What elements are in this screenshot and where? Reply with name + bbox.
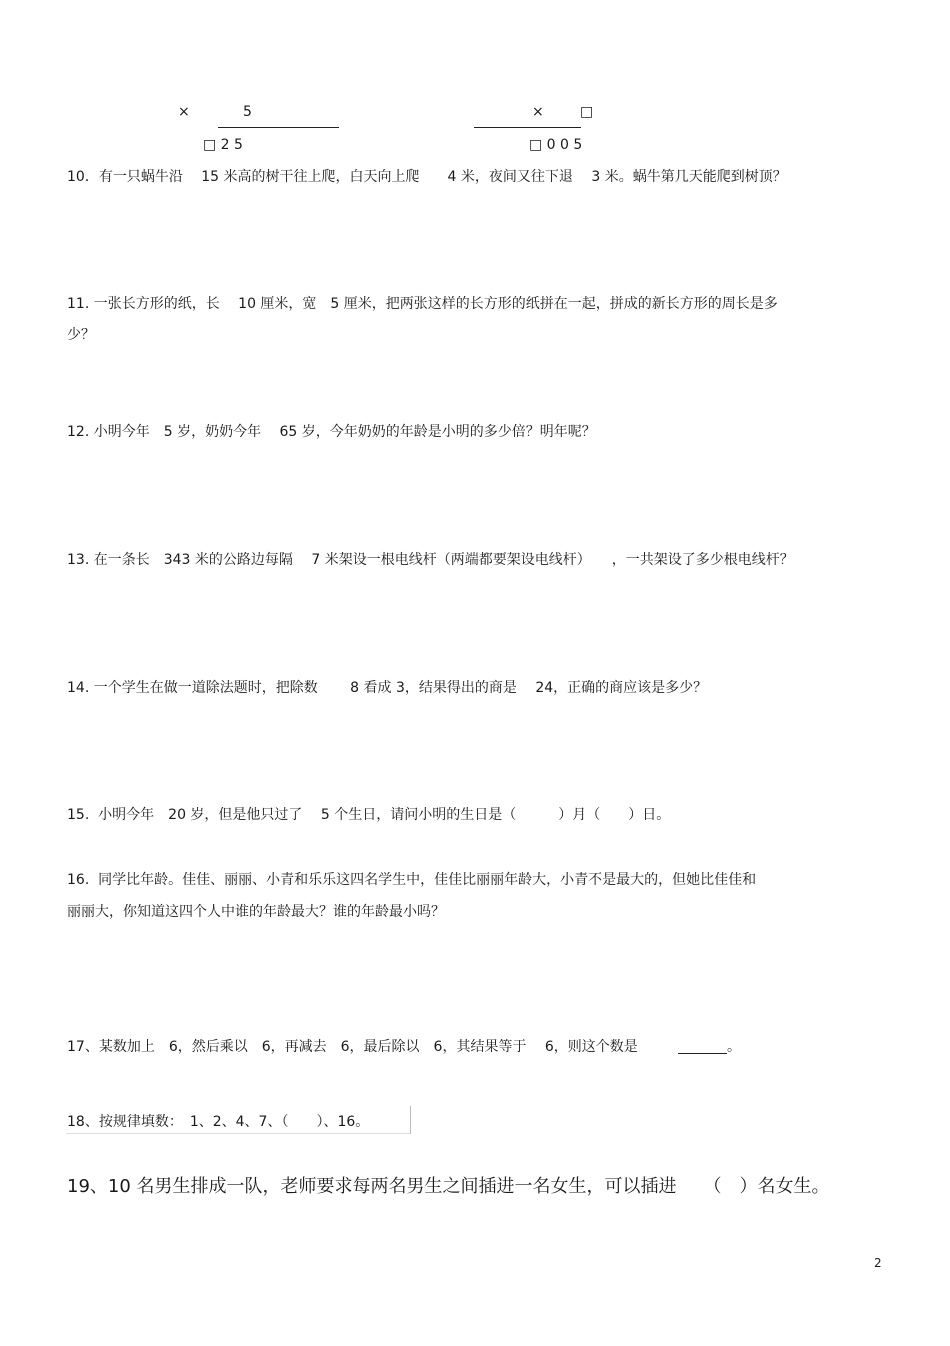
question-17-answer-blank — [678, 1053, 727, 1054]
page-number: 2 — [874, 1256, 882, 1270]
question-13: 13. 在一条长 343 米的公路边每隔 7 米架设一根电线杆（两端都要架设电线杆） ，一共架设了多少根电线杆？ — [67, 552, 794, 568]
question-16-line-1: 16. 同学比年龄。佳佳、丽丽、小青和乐乐这四名学生中，佳佳比丽丽年龄大，小青不是最大的，但她比佳佳和 — [67, 872, 757, 888]
question-18: 18、按规律填数： 1、2、4、7、（ ）、16。 — [67, 1114, 370, 1130]
right-calc-line — [474, 127, 581, 128]
question-17: 17、某数加上 6，然后乘以 6，再减去 6，最后除以 6，其结果等于 6，则这个数是 — [67, 1039, 638, 1055]
question-11-line-1: 11. 一张长方形的纸，长 10 厘米，宽 5 厘米，把两张这样的长方形的纸拼在一起，拼成的新长方形的周长是多 — [67, 296, 778, 312]
question-19: 19、10 名男生排成一队，老师要求每两名男生之间插进一名女生，可以插进 （ ）名女生。 — [67, 1176, 830, 1197]
question-17-end: 。 — [727, 1039, 741, 1055]
left-calc-line — [218, 127, 339, 128]
question-15: 15. 小明今年 20 岁，但是他只过了 5 个生日，请问小明的生日是（ ）月（ ）日。 — [67, 807, 671, 823]
right-multiplier-box: □ — [580, 104, 594, 120]
left-result: □ 2 5 — [203, 137, 243, 153]
question-12: 12. 小明今年 5 岁，奶奶今年 65 岁，今年奶奶的年龄是小明的多少倍？明年呢？ — [67, 424, 596, 440]
question-10: 10．有一只蜗牛沿 15 米高的树干往上爬，白天向上爬 4 米，夜间又往下退 3 米。蜗牛第几天能爬到树顶？ — [67, 169, 787, 185]
question-16-line-2: 丽丽大，你知道这四个人中谁的年龄最大？谁的年龄最小吗？ — [67, 904, 445, 920]
question-11-line-2: 少？ — [67, 327, 95, 343]
left-times-sign: × — [178, 104, 190, 120]
right-times-sign: × — [532, 104, 544, 120]
question-14: 14. 一个学生在做一道除法题时，把除数 8 看成 3，结果得出的商是 24，正确的商应该是多少？ — [67, 680, 708, 696]
right-result: □ 0 0 5 — [529, 137, 583, 153]
left-multiplier: 5 — [243, 104, 252, 120]
